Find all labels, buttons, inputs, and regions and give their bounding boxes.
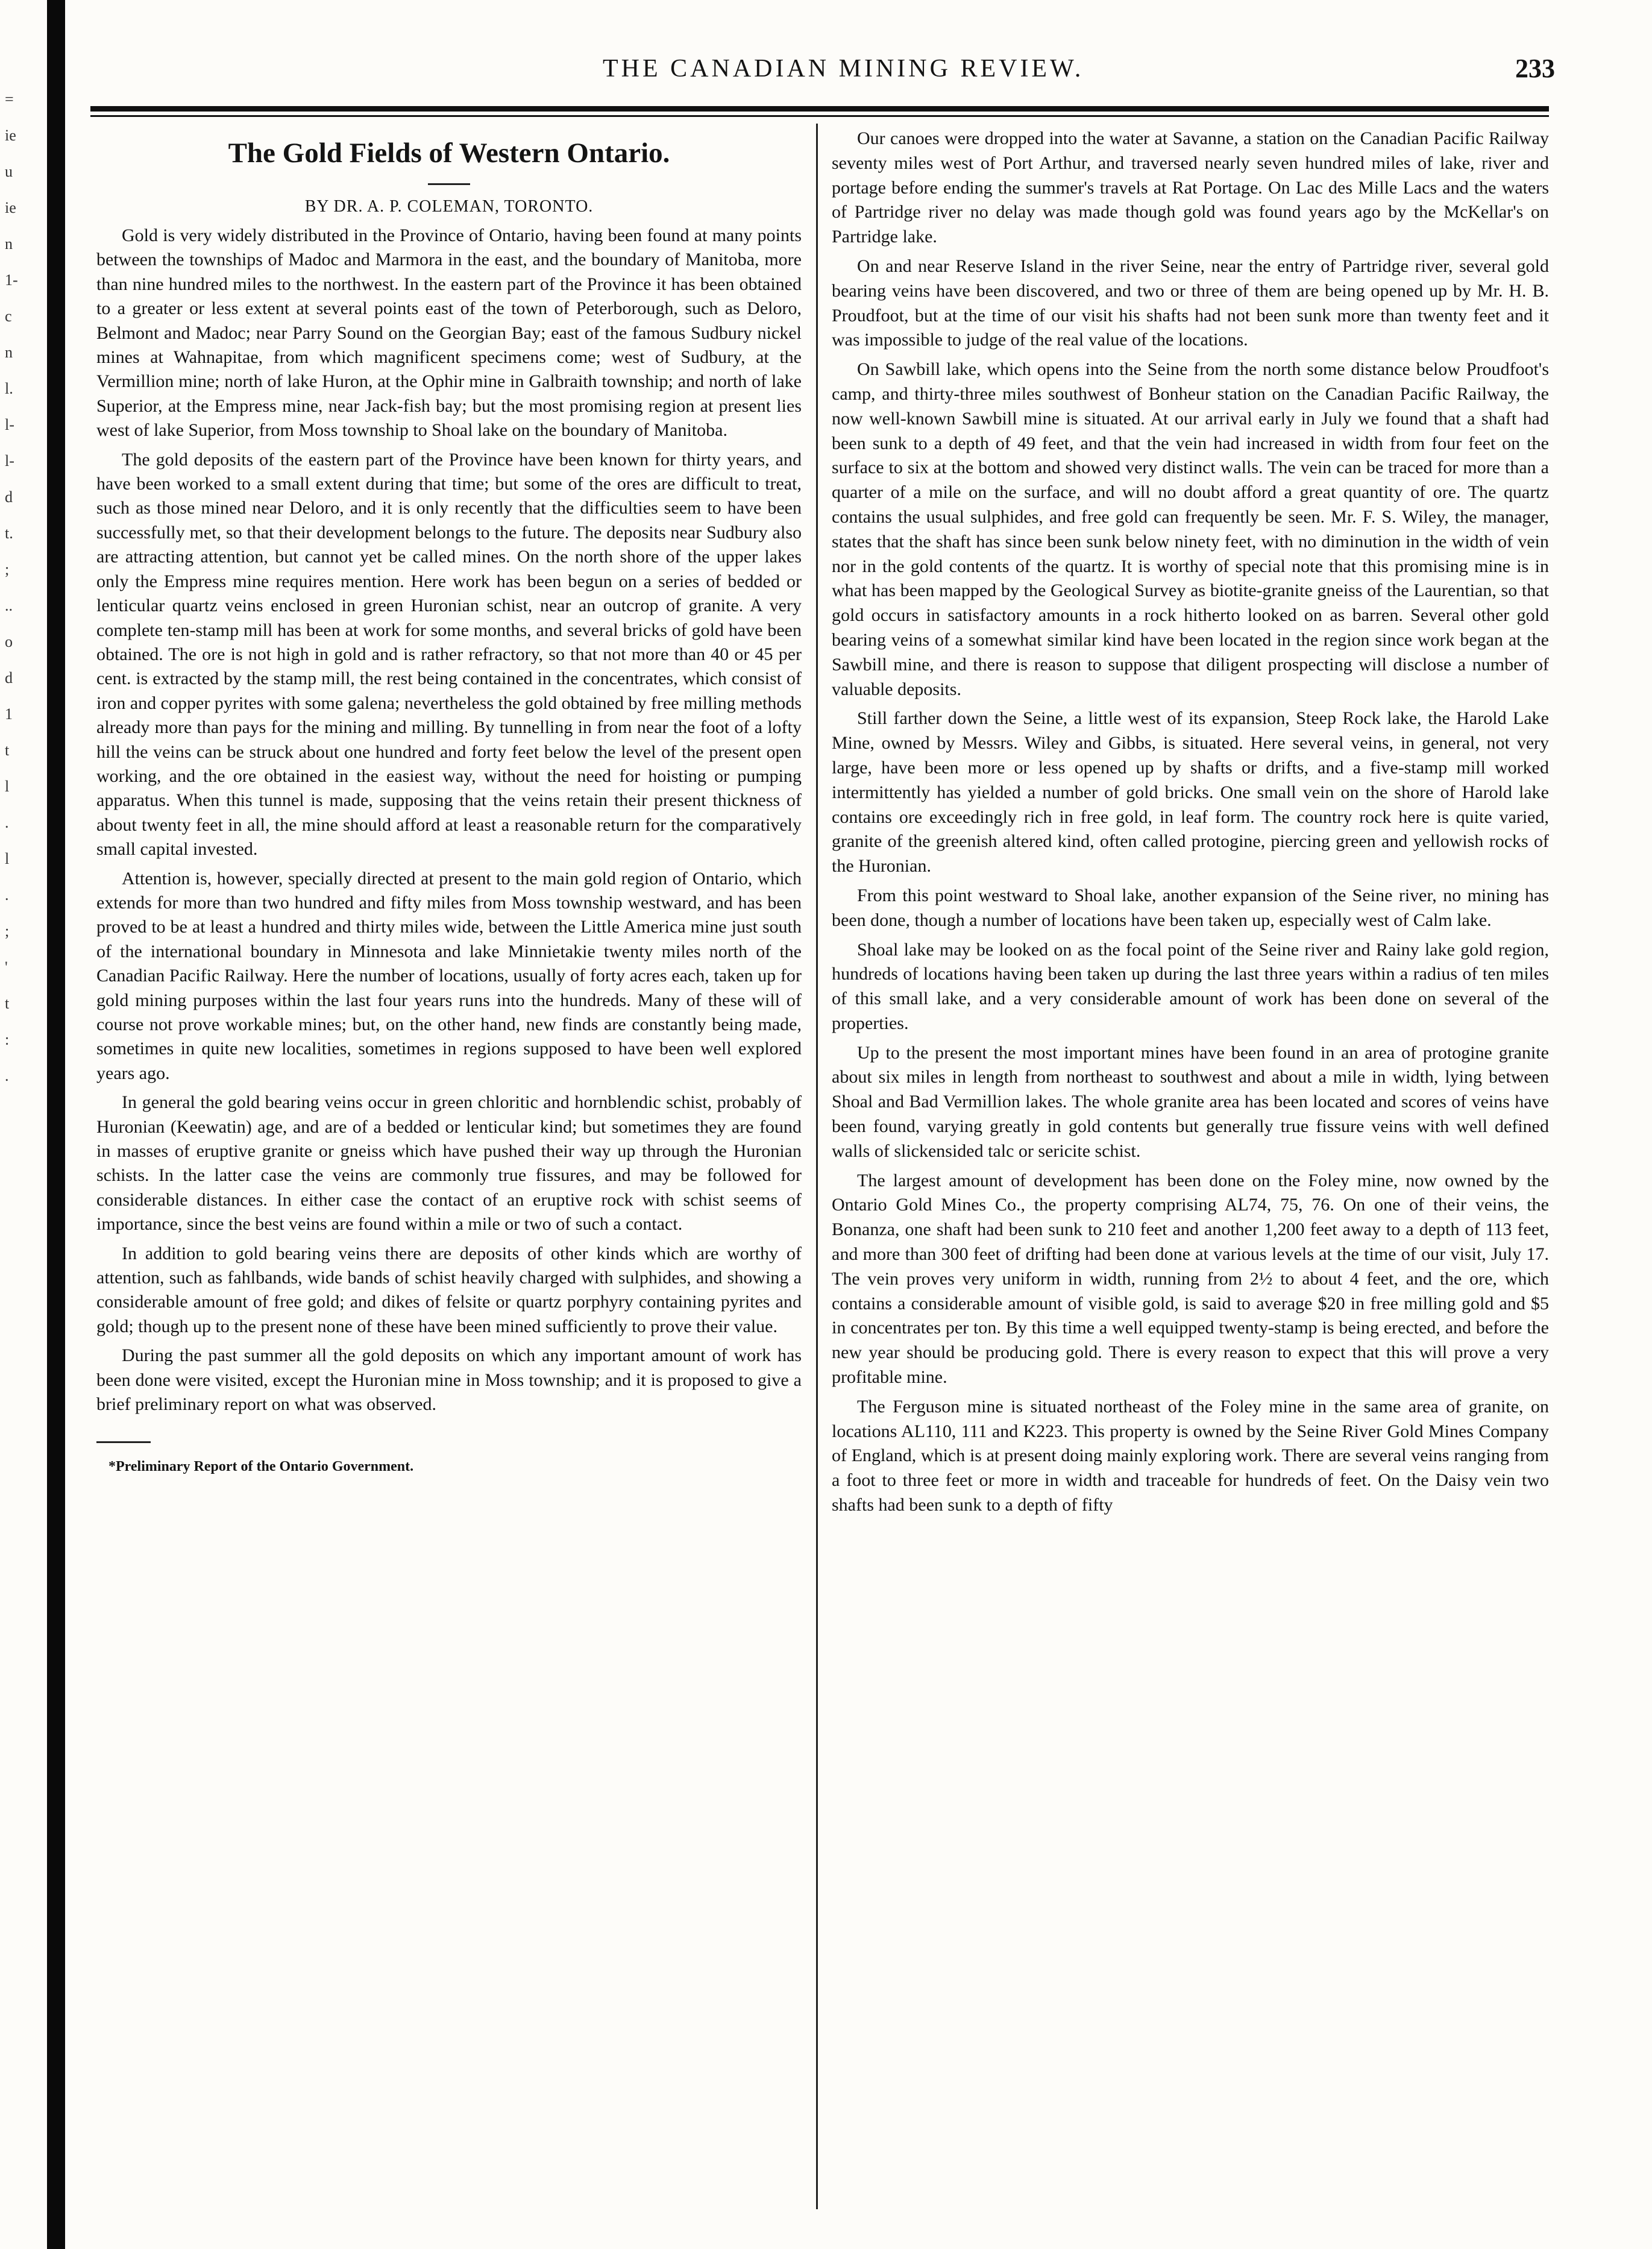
footnote-rule [96,1441,151,1443]
margin-mark: t [5,995,10,1012]
margin-mark: n [5,235,13,253]
margin-mark: . [5,814,9,831]
paragraph: On and near Reserve Island in the river Seine, near the entry of Partridge river, several gold bearing veins have been discovered, and two or three of them are being opened up by Mr. H. B. Proudfoot, but at the time of our visit his shafts had not been sunk more than twenty feet and it was impossible to judge of the real value of the locations. [832,256,1549,350]
paragraph: The gold deposits of the eastern part of the Province have been known for thirty years, and have been worked to a small extent during that time; but some of the ores are difficult to treat, such as those mined near Deloro, and it is only recently that the difficulties seem to have been successfully met, so that their development belongs to the future. The deposits near Sudbury also are attracting attention, but cannot yet be called mines. On the north shore of the upper lakes only the Empress mine requires mention. Here work has been begun on a series of bedded or lenticular quartz veins enclosed in green Huronian schist, near an outcrop of granite. A very complete ten-stamp mill has been at work for some months, and several bricks of gold have been obtained. The ore is not high in gold and is rather refractory, so that not more than 40 or 45 per cent. is extracted by the stamp mill, the rest being contained in the concentrates, which consist of iron and copper pyrites with some galena; nevertheless the gold obtained by free milling methods already more than pays for the mining and milling. By tunnelling in from near the foot of a lofty hill the veins can be struck about one hundred and forty feet below the level of the present open working, and the ore obtained in the easiest way, without the need for hoisting or pumping apparatus. When this tunnel is made, supposing that the veins retain their present thickness of about twenty feet in all, the mine should afford at least a reasonable return for the comparatively small capital invested. [96,449,802,860]
paragraph: From this point westward to Shoal lake, another expansion of the Seine river, no mining has been done, though a number of locations have been taken up, especially west of Calm lake. [832,885,1549,930]
margin-mark: ' [5,958,8,976]
binding-edge-bar [47,0,65,2249]
margin-mark: ; [5,922,10,940]
margin-mark: ie [5,127,16,144]
margin-mark: t [5,741,10,759]
paragraph: In addition to gold bearing veins there are deposits of other kinds which are worthy of attention, such as fahlbands, wide bands of schist heavily charged with sulphides, and showing a considerable amount of free gold; and dikes of felsite or quartz porphyry containing pyrites and gold; though up to the present none of these have been mined sufficiently to prove their value. [96,1243,802,1336]
running-title: THE CANADIAN MINING REVIEW. [603,55,1084,83]
margin-mark: l [5,778,10,795]
left-column [96,127,802,1475]
paragraph: Attention is, however, specially directed at present to the main gold region of Ontario, which extends for more than two hundred and fifty miles from Moss township westward, and has been proved to be at least a hundred and thirty miles wide, between the Little America mine just south of the international boundary in Minnesota and lake Minnietakie twenty miles north of the Canadian Pacific Railway. Here the number of locations, usually of forty acres each, taken up for gold mining purposes within the last four years runs into the hundreds. Many of these will of course not prove workable mines; but, on the other hand, new finds are constantly being made, sometimes in quite new localities, sometimes in regions supposed to have been well explored years ago. [96,868,802,1083]
margin-mark: o [5,633,13,650]
byline: BY DR. A. P. COLEMAN, TORONTO. [304,197,594,216]
margin-mark: t. [5,524,13,542]
title-rule [428,183,470,185]
margin-mark: l [5,850,10,867]
paragraph: During the past summer all the gold deposits on which any important amount of work has been done were visited, except the Huronian mine in Moss township; and it is proposed to give a brief preliminary report on what was observed. [96,1345,802,1415]
margin-mark: 1- [5,271,18,289]
margin-mark: d [5,669,13,687]
column-divider [816,124,818,2209]
paragraph: Gold is very widely distributed in the Province of Ontario, having been found at many points between the townships of Madoc and Marmora in the east, and the boundary of Manitoba, more than nine hundred miles to the northwest. In the eastern part of the Province it has been obtained to a greater or less extent at several points east of the town of Peterborough, such as Deloro, Belmont and Madoc; near Parry Sound on the Georgian Bay; east of the famous Sudbury nickel mines at Wahnapitae, from which magnificent specimens come; west of Sudbury, at the Vermillion mine; north of lake Huron, at the Ophir mine in Galbraith township; and north of lake Superior, at the Empress mine, near Jack-fish bay; but the most promising region at present lies west of lake Superior, from Moss township to Shoal lake on the boundary of Manitoba. [96,225,802,441]
margin-mark: . [5,886,9,904]
paragraph: Up to the present the most important mines have been found in an area of protogine granite about six miles in length from northeast to southwest and about a mile in width, lying between Shoal and Bad Vermillion lakes. The whole granite area has been located and scores of veins have been found, varying greatly in gold contents but generally true fissure veins with well defined walls of slickensided talc or sericite schist. [832,1042,1549,1161]
right-column [832,127,1549,1523]
margin-mark: ; [5,561,10,578]
margin-mark: .. [5,597,13,614]
article-title: The Gold Fields of Western Ontario. [228,137,670,169]
margin-mark: 1 [5,705,13,723]
paragraph: The largest amount of development has been done on the Foley mine, now owned by the Ontario Gold Mines Co., the property comprising AL74, 75, 76. On one of their veins, the Bonanza, one shaft had been sunk to 210 feet and another 1,200 feet away to a depth of 113 feet, and more than 300 feet of drifting had been done at various levels at the time of our visit, July 17. The vein proves very uniform in width, running from 2½ to about 4 feet, and the ore, which contains a considerable amount of visible gold, is said to average $20 in free milling gold and $5 in concentrates per ton. By this time a well equipped twenty-stamp is being erected, and before the new year should be producing gold. There is every reason to expect that this will prove a very profitable mine. [832,1170,1549,1388]
header-rule-thick [90,106,1549,112]
paragraph: In general the gold bearing veins occur in green chloritic and hornblendic schist, probably of Huronian (Keewatin) age, and are of a bedded or lenticular kind; but sometimes they are found in masses of eruptive granite or gneiss which have pushed their way up through the Huronian schists. In the latter case the veins are commonly true fissures, and may be followed for considerable distances. In either case the contact of an eruptive rock with schist seems of importance, since the best veins are found within a mile or two of such a contact. [96,1092,802,1235]
margin-mark: = [5,90,14,108]
margin-mark: d [5,488,13,506]
footnote: *Preliminary Report of the Ontario Government. [108,1458,414,1474]
margin-mark: . [5,1067,9,1084]
margin-marks [0,90,42,1115]
margin-mark: l. [5,380,13,397]
margin-mark: ie [5,199,16,216]
margin-mark: l- [5,452,14,470]
paragraph: Our canoes were dropped into the water at Savanne, a station on the Canadian Pacific Railway seventy miles west of Port Arthur, and traversed nearly seven hundred miles of lake, river and portage before ending the summer's travels at Rat Portage. On Lac des Mille Lacs and the waters of Partridge river no delay was made though gold was found years ago by the McKellar's on Partridge lake. [832,128,1549,247]
margin-mark: : [5,1031,10,1048]
margin-mark: u [5,163,13,180]
paragraph: Shoal lake may be looked on as the focal point of the Seine river and Rainy lake gold region, hundreds of locations having been taken up during the last three years within a radius of ten miles of this small lake, and a very considerable amount of work has been done on several of the properties. [832,939,1549,1033]
page-header [90,30,1567,90]
paragraph: On Sawbill lake, which opens into the Seine from the north some distance below Proudfoot's camp, and thirty-three miles southwest of Bonheur station on the Canadian Pacific Railway, the now well-known Sawbill mine is situated. At our arrival early in July we found that a shaft had been sunk to a depth of 49 feet, and that the vein had increased in width from four feet on the surface to six at the bottom and showed very distinct walls. The vein can be traced for more than a quarter of a mile on the surface, and will no doubt afford a great quantity of ore. The quartz contains the usual sulphides, and free gold can frequently be seen. Mr. F. S. Wiley, the manager, states that the shaft has since been sunk below ninety feet, with no diminution in the width of vein nor in the gold contents of the quartz. It is worthy of special note that this promising mine is in what has been mapped by the Geological Survey as biotite-granite gneiss of the Laurentian, so that gold occurs in satisfactory amounts in a rock hitherto looked on as barren. Several other gold bearing veins of a somewhat similar kind have been located in the region since work began at the Sawbill mine, and there is reason to suppose that diligent prospecting will disclose a number of valuable deposits. [832,359,1549,699]
margin-mark: c [5,307,12,325]
paragraph: The Ferguson mine is situated northeast of the Foley mine in the same area of granite, on locations AL110, 111 and K223. This property is owned by the Seine River Gold Mines Company of England, which is at present doing mainly exploring work. There are several veins ranging from a foot to three feet or more in width and traceable for hundreds of feet. On the Daisy vein two shafts had been sunk to a depth of fifty [832,1396,1549,1515]
paragraph: Still farther down the Seine, a little west of its expansion, Steep Rock lake, the Harold Lake Mine, owned by Messrs. Wiley and Gibbs, is situated. Here several veins, in general, not very large, have been more or less opened up by shafts or drifts, and a five-stamp mill worked intermittently has yielded a number of gold bricks. One small vein on the shore of Harold lake contains ore exceedingly rich in free gold, in leaf form. The country rock here is quite varied, granite of the greenish altered kind, often called protogine, piercing green and yellowish rocks of the Huronian. [832,708,1549,876]
margin-mark: n [5,344,13,361]
margin-mark: l- [5,416,14,433]
page-number: 233 [1515,54,1555,83]
header-rule-thin [90,115,1549,117]
